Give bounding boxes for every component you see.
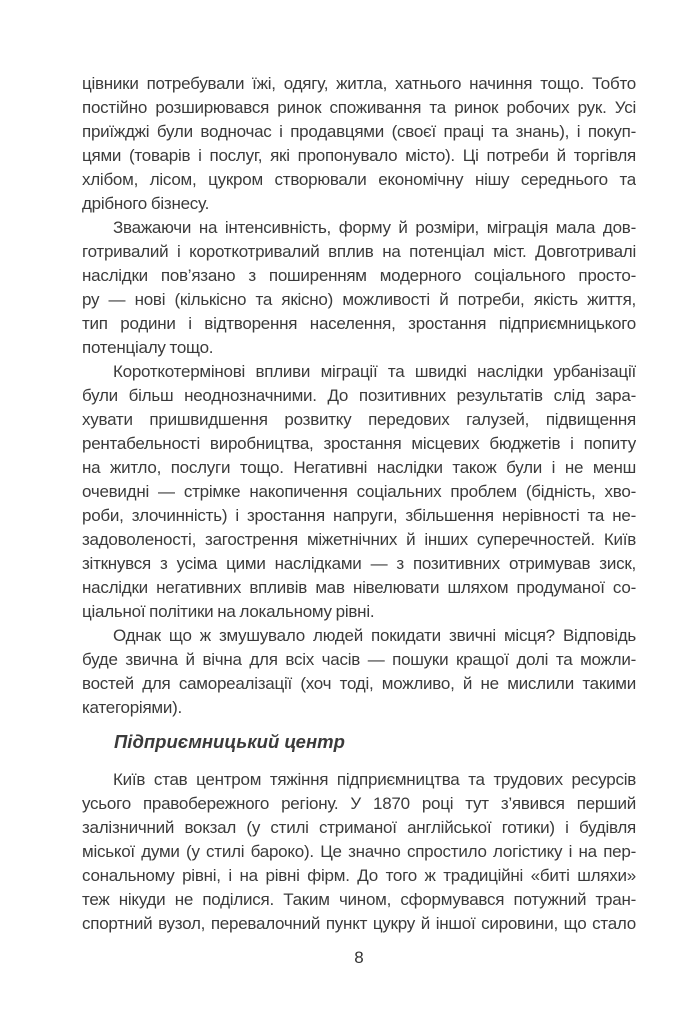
text-line: наслідки негативних впливів мав нівелювати шляхом продуманої со-	[82, 578, 636, 597]
text-line: тип родини і відтворення населення, зростання підприємницького	[82, 314, 636, 333]
text-line: хлібом, лісом, цукром створювали економічну нішу середнього та	[82, 170, 636, 189]
text-line: буде звична й вічна для всіх часів — пошуки кращої долі та можли-	[82, 650, 636, 669]
text-line: дрібного бізнесу.	[82, 194, 210, 213]
text-line: цівники потребували їжі, одягу, житла, хатнього начиння тощо. Тобто	[82, 74, 636, 93]
text-line: ціальної політики на локальному рівні.	[82, 602, 375, 621]
text-line: залізничний вокзал (у стилі стриманої англійської готики) і будівля	[82, 818, 636, 837]
text-line: востей для самореалізації (хоч тоді, можливо, й не мислили такими	[82, 674, 636, 693]
text-line: наслідки пов’язано з поширенням модерного соціального просто-	[82, 266, 636, 285]
text-block-after-heading	[82, 768, 636, 936]
text-line: потенціалу тощо.	[82, 338, 214, 357]
text-line: були більш неоднозначними. До позитивних результатів слід зара-	[82, 386, 636, 405]
paragraph	[82, 216, 636, 360]
paragraph	[82, 72, 636, 216]
paragraph	[82, 768, 636, 936]
text-line: на житло, послуги тощо. Негативні наслідки також були і не менш	[82, 458, 636, 477]
text-line: зіткнувся з усіма цими наслідками — з позитивних отримував зиск,	[82, 554, 636, 573]
text-line: цями (товарів і послуг, які пропонувало місто). Ці потреби й торгівля	[82, 146, 636, 165]
text-line: усього правобережного регіону. У 1870 році тут з’явився перший	[82, 794, 636, 813]
text-line: категоріями).	[82, 698, 182, 717]
text-line: спортний вузол, перевалочний пункт цукру й іншої сировини, що стало	[82, 914, 636, 933]
text-line: Зважаючи на інтенсивність, форму й розміри, міграція мала дов-	[113, 218, 636, 237]
paragraph	[82, 360, 636, 624]
text-line: постійно розширювався ринок споживання та ринок робочих рук. Усі	[82, 98, 636, 117]
text-line: роби, злочинність) і зростання напруги, збільшення нерівності та не-	[82, 506, 636, 525]
text-line: сональному рівні, і на рівні фірм. До того ж традиційні «биті шляхи»	[82, 866, 636, 885]
text-line: рентабельності виробництва, зростання місцевих бюджетів і попиту	[82, 434, 636, 453]
text-line: очевидні — стрімке накопичення соціальних проблем (бідність, хво-	[82, 482, 636, 501]
paragraph	[82, 624, 636, 720]
text-line: готривалий і короткотривалий вплив на потенціал міст. Довготривалі	[82, 242, 636, 261]
text-line: приїжджі були водночас і продавцями (своєї праці та знань), і покуп-	[82, 122, 636, 141]
section-heading: Підприємницький центр	[114, 731, 345, 752]
text-block-before-heading	[82, 72, 636, 720]
text-line: хувати пришвидшення розвитку передових галузей, підвищення	[82, 410, 636, 429]
text-line: Короткотермінові впливи міграції та швидкі наслідки урбанізації	[113, 362, 636, 381]
text-line: Однак що ж змушувало людей покидати звичні місця? Відповідь	[113, 626, 636, 645]
page-number: 8	[354, 948, 364, 967]
text-line: міської думи (у стилі бароко). Це значно спростило логістику і на пер-	[82, 842, 636, 861]
text-line: задоволеності, загострення міжетнічних й інших суперечностей. Київ	[82, 530, 636, 549]
text-line: Київ став центром тяжіння підприємництва та трудових ресурсів	[113, 770, 636, 789]
text-line: ру — нові (кількісно та якісно) можливості й потреби, якість життя,	[82, 290, 636, 309]
text-line: теж нікуди не поділися. Таким чином, сформувався потужний тран-	[82, 890, 636, 909]
